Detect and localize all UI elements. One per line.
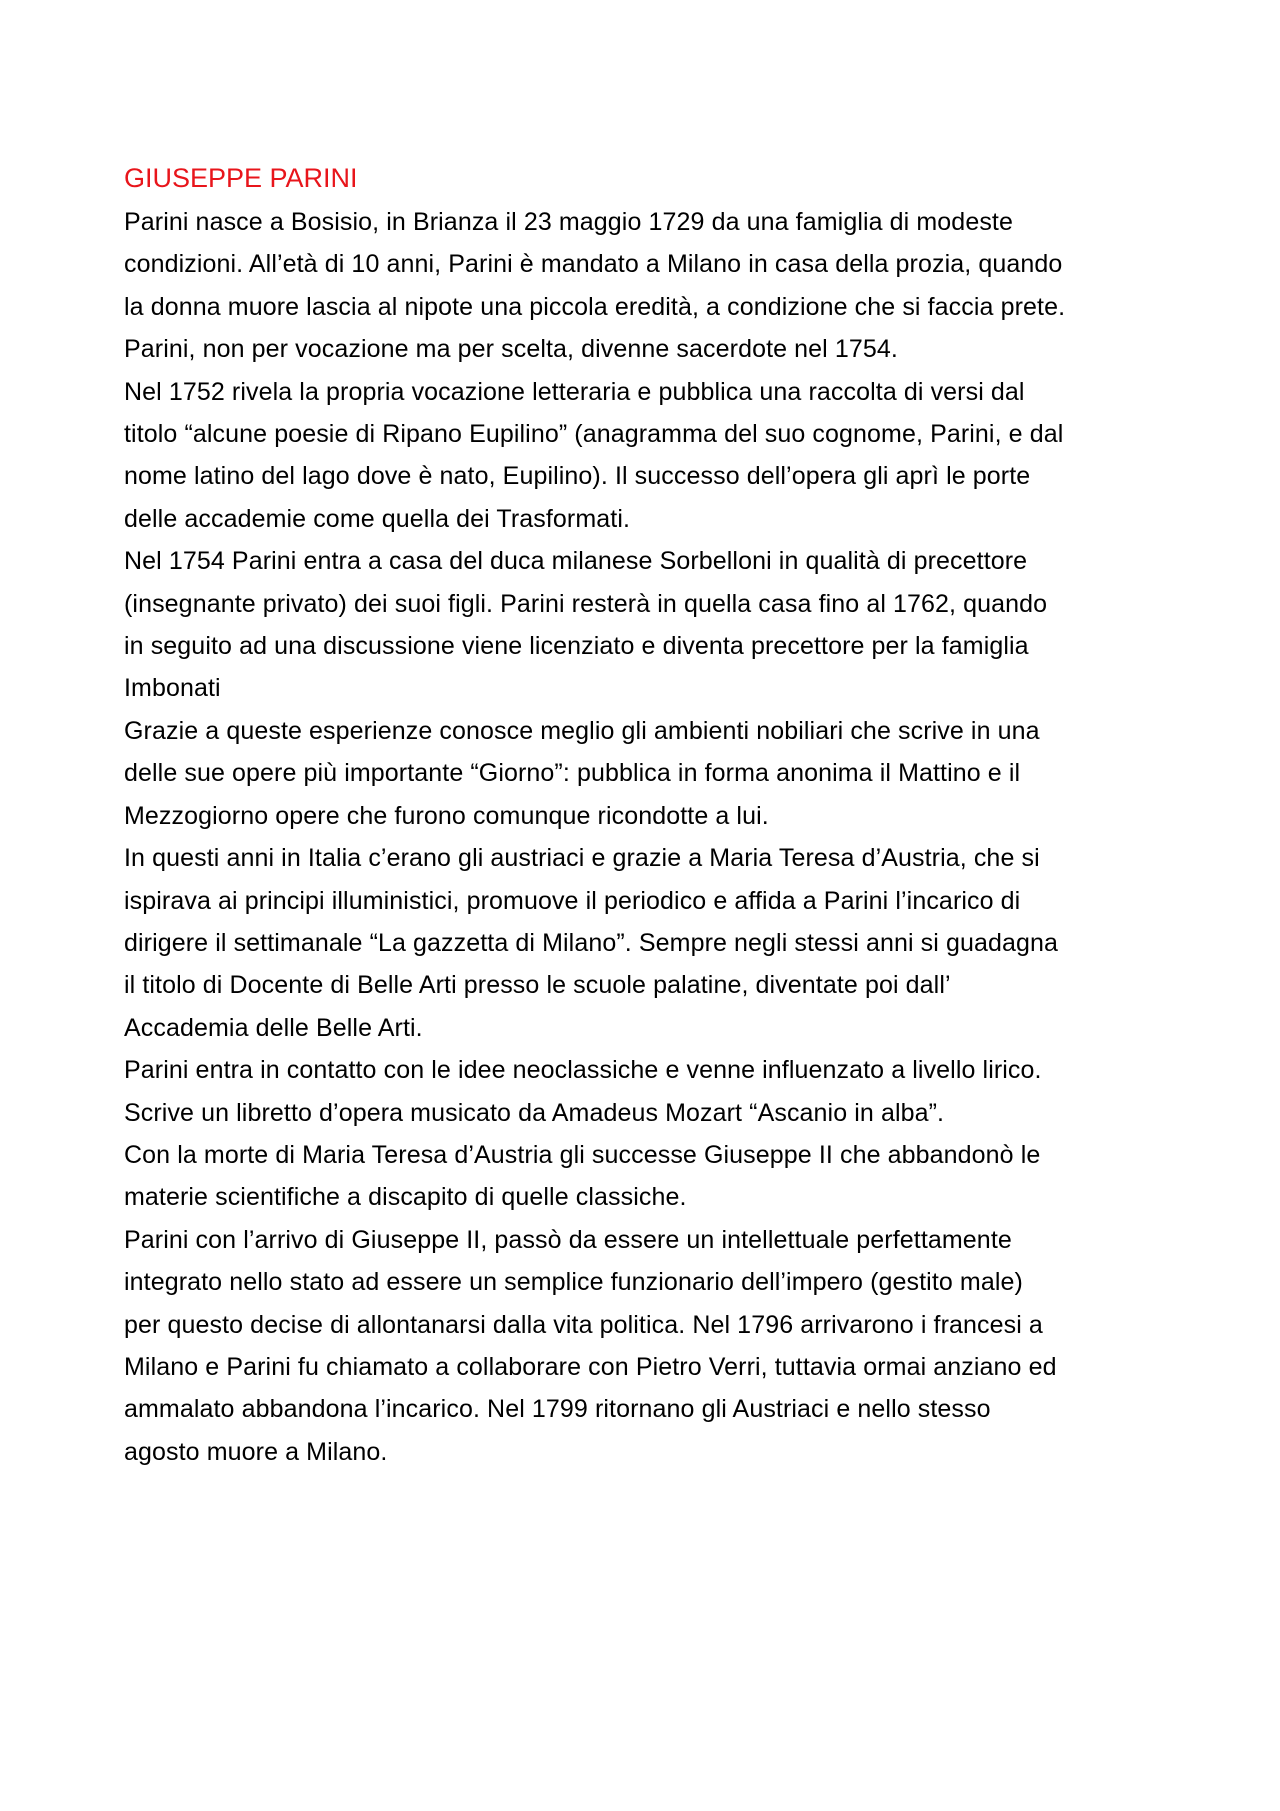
text-line: per questo decise di allontanarsi dalla vita politica. Nel 1796 arrivarono i francesi a [124, 1310, 1043, 1339]
text-line: In questi anni in Italia c’erano gli austriaci e grazie a Maria Teresa d’Austria, che si [124, 844, 1040, 873]
text-line: integrato nello stato ad essere un semplice funzionario dell’impero (gestito male) [124, 1268, 1023, 1297]
text-line: ammalato abbandona l’incarico. Nel 1799 ritornano gli Austriaci e nello stesso [124, 1395, 991, 1424]
text-line: Parini con l’arrivo di Giuseppe II, passò da essere un intellettuale perfettamente [124, 1225, 1012, 1254]
text-line: Parini entra in contatto con le idee neoclassiche e venne influenzato a livello lirico. [124, 1056, 1042, 1085]
text-line: (insegnante privato) dei suoi figli. Parini resterà in quella casa fino al 1762, quando [124, 589, 1048, 618]
text-line: dirigere il settimanale “La gazzetta di Milano”. Sempre negli stessi anni si guadagna [124, 928, 1058, 957]
text-line: Con la morte di Maria Teresa d’Austria gli successe Giuseppe II che abbandonò le [124, 1140, 1041, 1169]
text-line: Nel 1752 rivela la propria vocazione letteraria e pubblica una raccolta di versi dal [124, 377, 1025, 406]
text-line: titolo “alcune poesie di Ripano Eupilino” (anagramma del suo cognome, Parini, e dal [124, 420, 1064, 449]
text-line: delle accademie come quella dei Trasformati. [124, 504, 631, 533]
document-text [124, 201, 1184, 1473]
text-line: Accademia delle Belle Arti. [124, 1013, 423, 1042]
text-line: Grazie a queste esperienze conosce meglio gli ambienti nobiliari che scrive in una [124, 716, 1040, 745]
text-line: Scrive un libretto d’opera musicato da Amadeus Mozart “Ascanio in alba”. [124, 1098, 945, 1127]
document-title: GIUSEPPE PARINI [124, 163, 358, 193]
text-line: Imbonati [124, 674, 221, 703]
document-body [124, 157, 1184, 1473]
text-line: Nel 1754 Parini entra a casa del duca milanese Sorbelloni in qualità di precettore [124, 547, 1028, 576]
text-line: Parini nasce a Bosisio, in Brianza il 23 maggio 1729 da una famiglia di modeste [124, 208, 1013, 236]
text-line: condizioni. All’età di 10 anni, Parini è mandato a Milano in casa della prozia, quando [124, 250, 1063, 279]
text-line: delle sue opere più importante “Giorno”: pubblica in forma anonima il Mattino e il [124, 759, 1021, 788]
text-line: la donna muore lascia al nipote una piccola eredità, a condizione che si faccia prete. [124, 292, 1066, 321]
text-line: in seguito ad una discussione viene licenziato e diventa precettore per la famiglia [124, 632, 1029, 661]
text-line: materie scientifiche a discapito di quelle classiche. [124, 1183, 687, 1212]
text-line: agosto muore a Milano. [124, 1437, 388, 1466]
text-line: il titolo di Docente di Belle Arti presso le scuole palatine, diventate poi dall’ [124, 971, 951, 1000]
text-line: Mezzogiorno opere che furono comunque ricondotte a lui. [124, 801, 769, 830]
text-line: nome latino del lago dove è nato, Eupilino). Il successo dell’opera gli aprì le porte [124, 462, 1031, 491]
text-line: Milano e Parini fu chiamato a collaborare con Pietro Verri, tuttavia ormai anziano ed [124, 1352, 1057, 1381]
text-line: ispirava ai principi illuministici, promuove il periodico e affida a Parini l’incarico di [124, 886, 1021, 915]
text-line: Parini, non per vocazione ma per scelta, divenne sacerdote nel 1754. [124, 335, 898, 364]
